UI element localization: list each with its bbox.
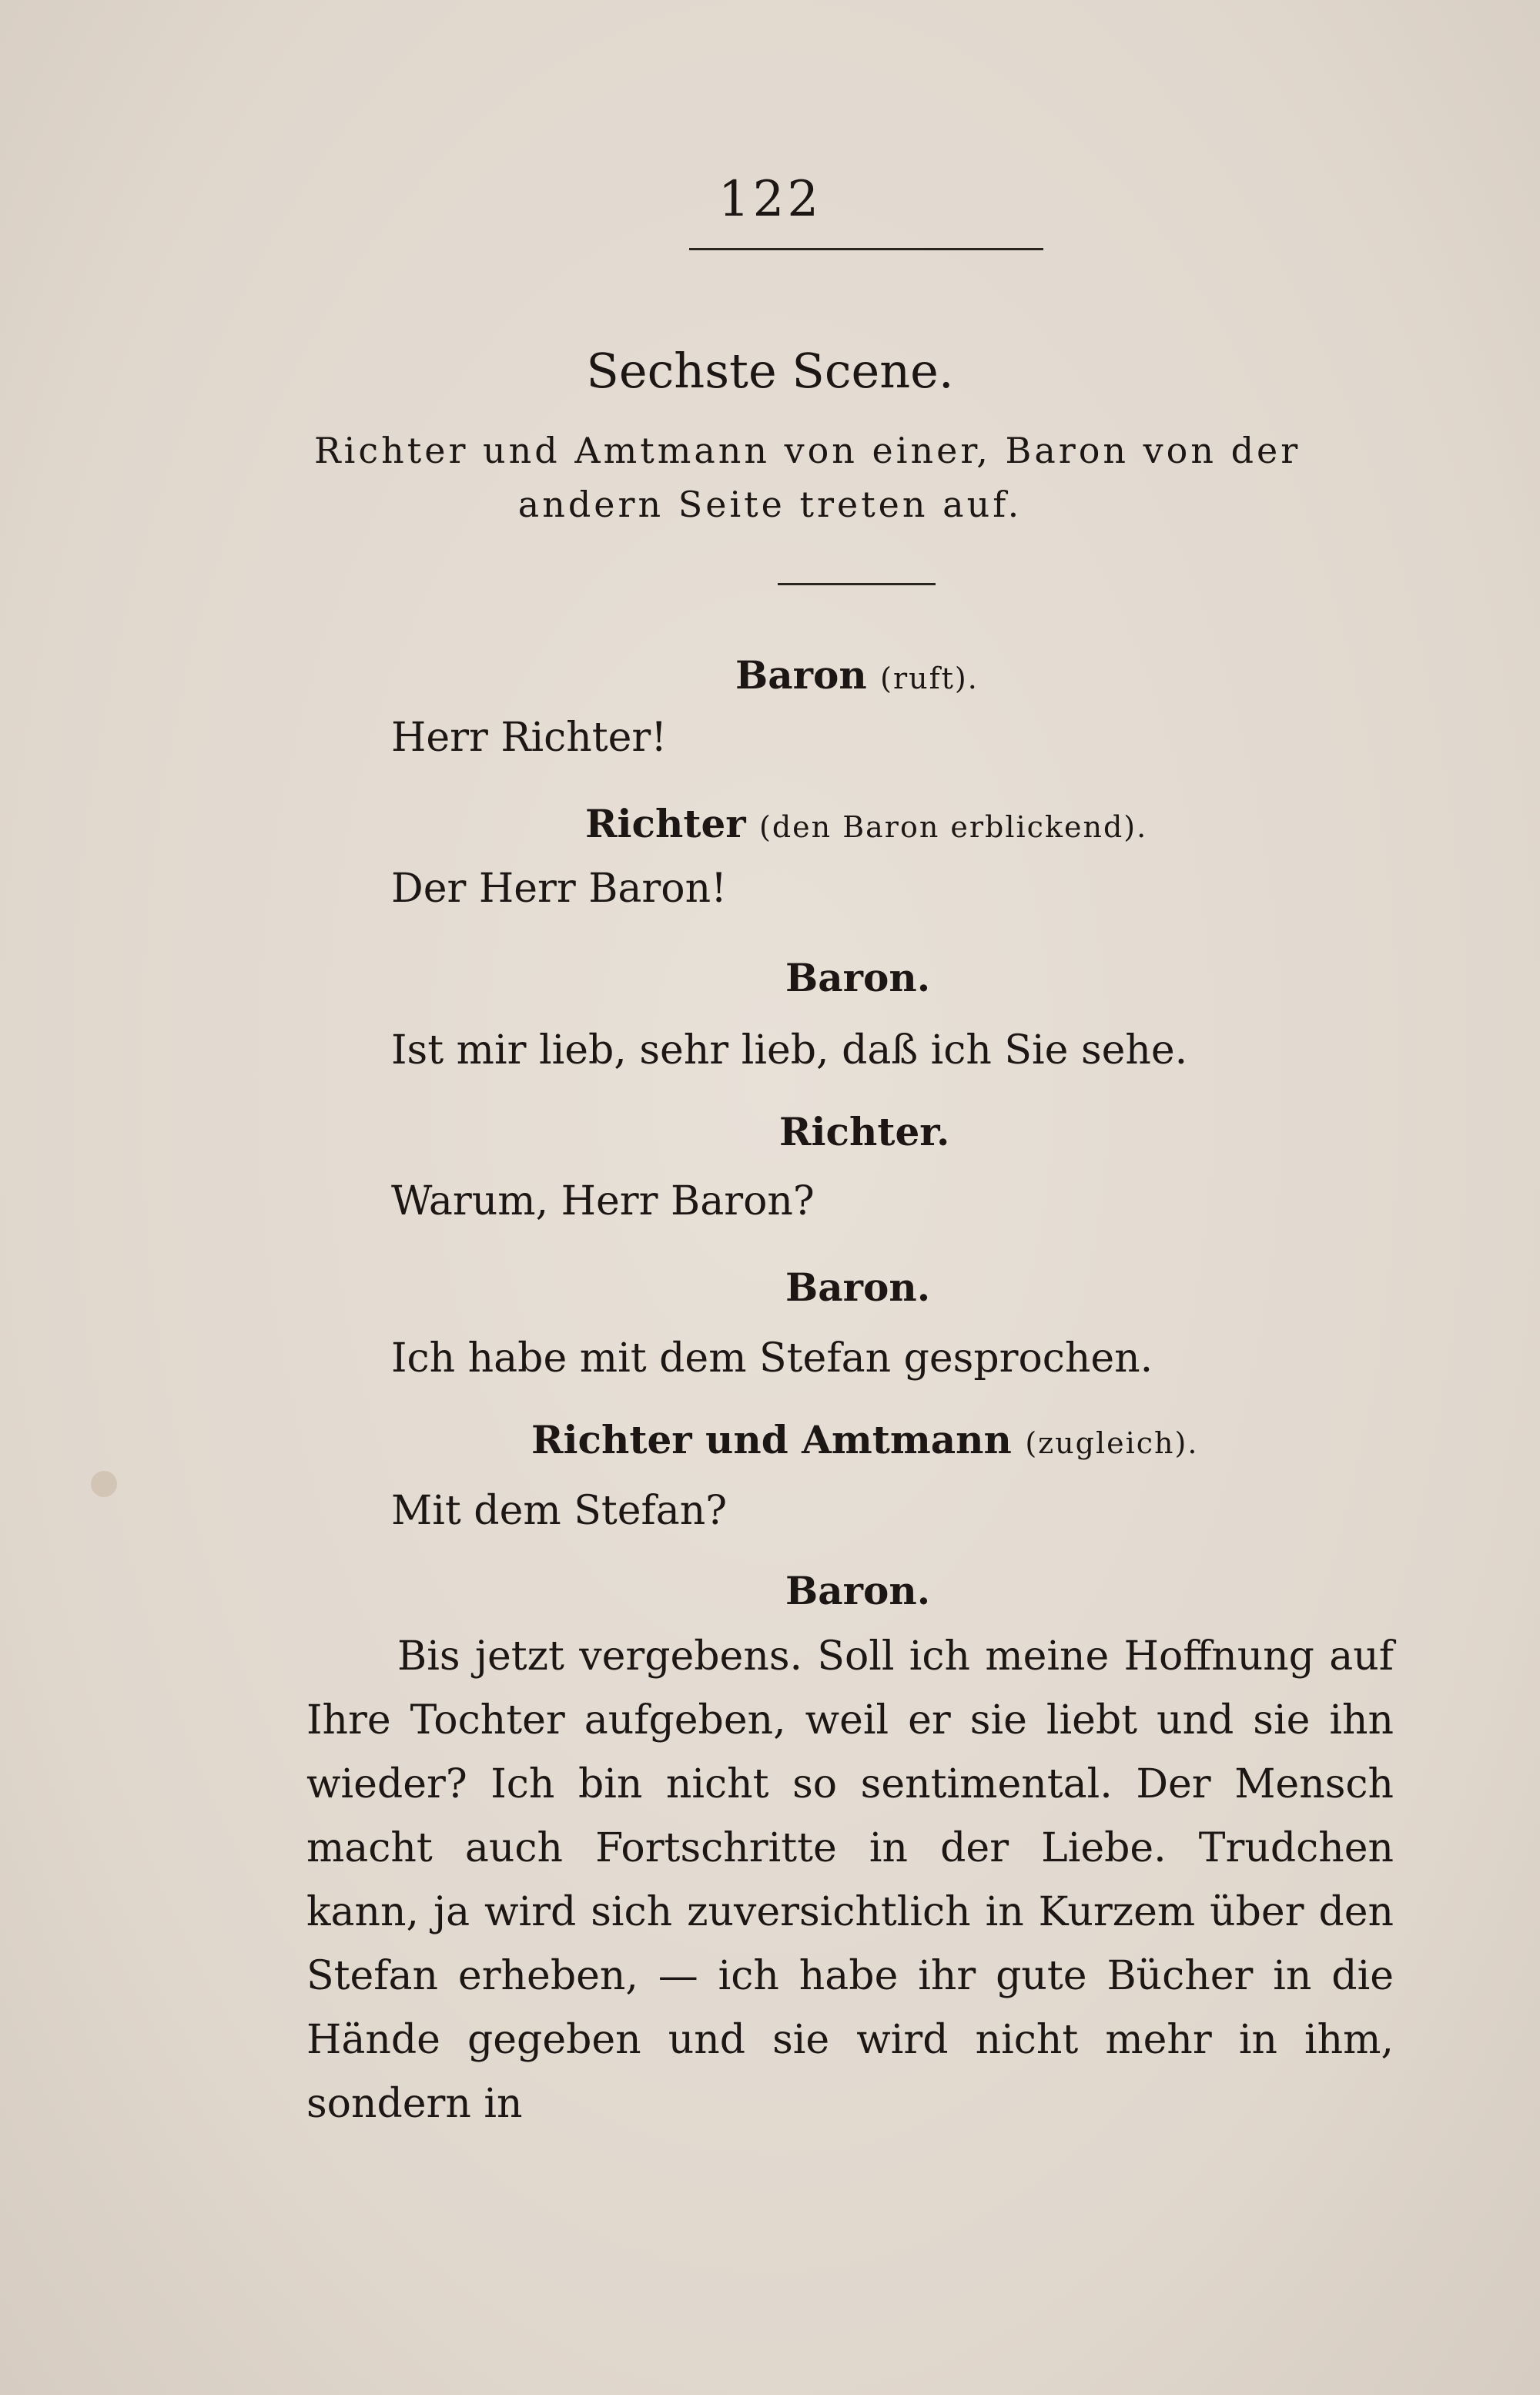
section-divider xyxy=(778,583,936,585)
speaker-name: Richter. xyxy=(779,1109,950,1154)
dialogue-line: Herr Richter! xyxy=(391,715,668,761)
scene-title: Sechste Scene. xyxy=(586,343,954,399)
paper-stain xyxy=(91,1471,117,1497)
dialogue-line: Ich habe mit dem Stefan gesprochen. xyxy=(391,1335,1153,1382)
speaker-name xyxy=(531,1417,1198,1462)
header-rule xyxy=(689,248,1043,250)
speaker-direction: (zugleich). xyxy=(1025,1426,1199,1460)
closing-paragraph xyxy=(306,1625,1394,2136)
speaker-name: Baron. xyxy=(785,955,931,1000)
speaker-name: Baron. xyxy=(785,1568,931,1613)
stage-direction-line-2: andern Seite treten auf. xyxy=(517,484,1023,525)
speaker-label: Richter und Amtmann xyxy=(531,1417,1012,1462)
dialogue-line: Ist mir lieb, sehr lieb, daß ich Sie sehe. xyxy=(391,1027,1188,1074)
stage-direction-line-1: Richter und Amtmann von einer, Baron von der xyxy=(314,430,1301,471)
paragraph-text: Bis jetzt vergebens. Soll ich meine Hoffnung auf Ihre Tochter aufgeben, weil er sie liebt und sie ihn wieder? Ich bin nicht so sentimental. Der Mensch macht auch Fortschritte in der Liebe. Trudchen kann, ja wird sich zuversichtlich in Kurzem über den Stefan erheben, — ich habe ihr gute Bücher in die Hände gegeben und sie wird nicht mehr in ihm, sondern in xyxy=(306,1633,1394,2127)
dialogue-line: Warum, Herr Baron? xyxy=(391,1178,815,1224)
speaker-name: Baron. xyxy=(785,1264,931,1310)
dialogue-line: Mit dem Stefan? xyxy=(391,1488,728,1534)
dialogue-line: Der Herr Baron! xyxy=(391,866,727,912)
speaker-name xyxy=(585,801,1147,846)
speaker-label: Baron xyxy=(735,652,867,698)
speaker-name xyxy=(735,652,979,698)
page-number: 122 xyxy=(718,171,822,228)
speaker-direction: (ruft). xyxy=(880,662,979,695)
speaker-label: Richter xyxy=(585,801,746,846)
speaker-direction: (den Baron erblickend). xyxy=(759,810,1148,844)
